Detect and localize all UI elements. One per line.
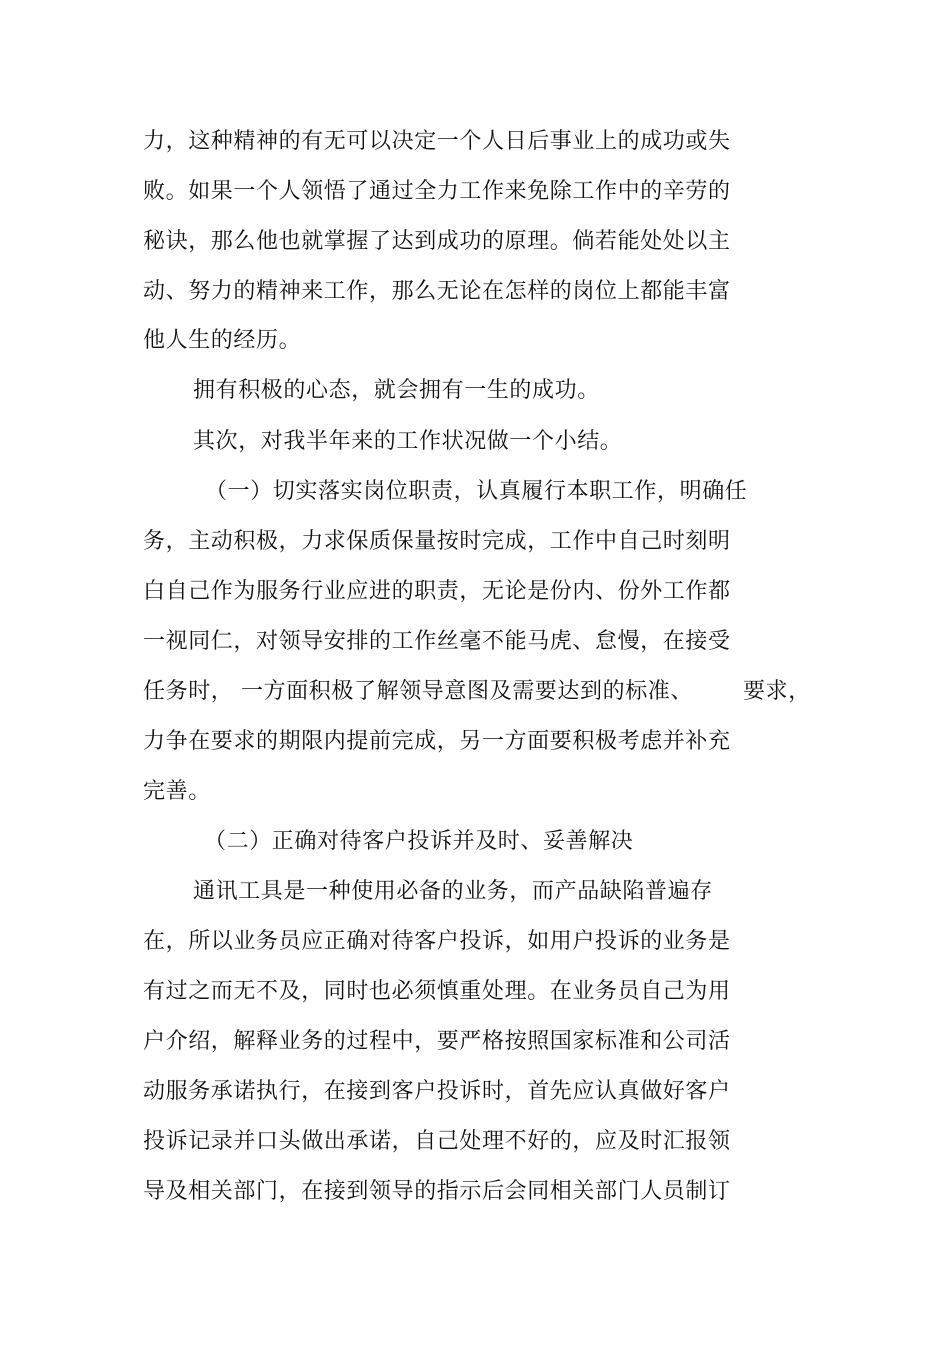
text-line: 秘诀，那么他也就掌握了达到成功的原理。倘若能处处以主 [143,229,731,254]
text-line: 任务时， 一方面积极了解领导意图及需要达到的标准、 [143,679,693,704]
text-line: 完善。 [143,779,211,804]
text-line: 白自己作为服务行业应进的职责，无论是份内、份外工作都 [143,579,731,604]
section-heading-1: （一）切实落实岗位职责，认真履行本职工作，明确任 [205,479,748,504]
text-line: 败。如果一个人领悟了通过全力工作来免除工作中的辛劳的 [143,179,731,204]
text-line: 动服务承诺执行，在接到客户投诉时，首先应认真做好客户 [143,1079,731,1104]
text-line: 动、努力的精神来工作，那么无论在怎样的岗位上都能丰富 [143,279,731,304]
text-line-fragment: 要求， [743,679,811,704]
text-line: 拥有积极的心态，就会拥有一生的成功。 [193,378,600,403]
text-line: 在，所以业务员应正确对待客户投诉，如用户投诉的业务是 [143,929,731,954]
text-line: 户介绍，解释业务的过程中，要严格按照国家标准和公司活 [143,1029,731,1054]
text-line: 通讯工具是一种使用必备的业务，而产品缺陷普遍存 [193,879,713,904]
text-line: 力，这种精神的有无可以决定一个人日后事业上的成功或失 [143,129,731,154]
text-line: 有过之而无不及，同时也必须慎重处理。在业务员自己为用 [143,979,731,1004]
text-line: 导及相关部门，在接到领导的指示后会同相关部门人员制订 [143,1179,731,1204]
text-line: 务，主动积极，力求保质保量按时完成，工作中自己时刻明 [143,529,731,554]
text-line: 其次，对我半年来的工作状况做一个小结。 [193,429,623,454]
text-line: 一视同仁，对领导安排的工作丝毫不能马虎、怠慢，在接受 [143,629,731,654]
text-line: 投诉记录并口头做出承诺，自己处理不好的，应及时汇报领 [143,1129,731,1154]
section-heading-2: （二）正确对待客户投诉并及时、妥善解决 [204,829,634,854]
text-line: 力争在要求的期限内提前完成，另一方面要积极考虑并补充 [143,729,731,754]
text-line: 他人生的经历。 [143,328,302,353]
